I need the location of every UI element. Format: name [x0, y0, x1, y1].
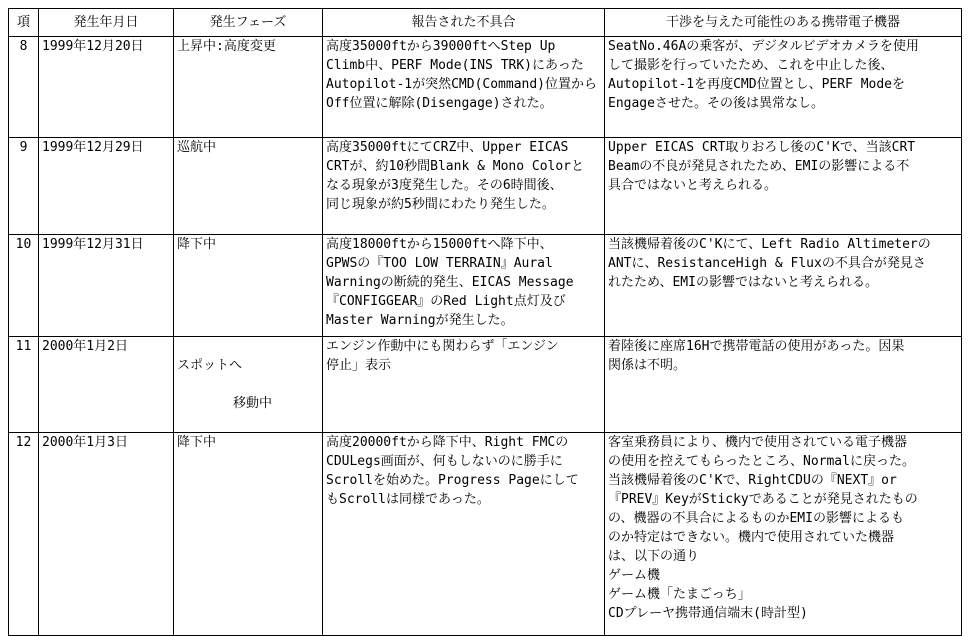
row-item: 10 [9, 235, 39, 337]
table-row [9, 37, 962, 138]
header-date: 発生年月日 [39, 9, 174, 37]
header-row [9, 9, 962, 37]
header-defect: 報告された不具合 [323, 9, 605, 37]
row-defect: 高度20000ftから降下中、Right FMCの CDULegs画面が、何もしないのに勝手に Scrollを始めた。Progress Pageにして もScrollは同様であった。 [323, 433, 605, 636]
row-phase: 降下中 [174, 235, 323, 337]
row-date: 2000年1月2日 [39, 337, 174, 433]
row-item: 11 [9, 337, 39, 433]
row-item: 12 [9, 433, 39, 636]
row-device: 客室乗務員により、機内で使用されている電子機器 の使用を控えてもらったところ、Normalに戻った。 当該機帰着後のC'Kで、RightCDUの『NEXT』or 『PREV』KeyがStickyであることが発見されたもの の、機器の不具合によるものかEMIの影響によるも のか特定はできない。機内で使用されていた機器 は、以下の通り ゲーム機 ゲーム機「たまごっち」 CDプレーヤ携帯通信端末(時計型) [605, 433, 962, 636]
row-defect: 高度18000ftから15000ftへ降下中、 GPWSの『TOO LOW TERRAIN』Aural Warningの断続的発生、EICAS Message 『CONFIGGEAR』のRed Light点灯及び Master Warningが発生した。 [323, 235, 605, 337]
row-phase: 巡航中 [174, 138, 323, 235]
table-row [9, 235, 962, 337]
row-device: 当該機帰着後のC'Kにて、Left Radio Altimeterの ANTに、ResistanceHigh & Fluxの不具合が発見さ れたため、EMIの影響ではないと考えられる。 [605, 235, 962, 337]
row-device: 着陸後に座席16Hで携帯電話の使用があった。因果 関係は不明。 [605, 337, 962, 433]
row-phase [174, 337, 323, 433]
header-phase: 発生フェーズ [174, 9, 323, 37]
row-phase: 上昇中:高度変更 [174, 37, 323, 138]
row-date: 1999年12月29日 [39, 138, 174, 235]
row-defect: 高度35000ftから39000ftへStep Up Climb中、PERF Mode(INS TRK)にあった Autopilot-1が突然CMD(Command)位置から Off位置に解除(Disengage)された。 [323, 37, 605, 138]
header-device: 干渉を与えた可能性のある携帯電子機器 [605, 9, 962, 37]
row-date: 1999年12月31日 [39, 235, 174, 337]
row-defect: エンジン作動中にも関わらず「エンジン 停止」表示 [323, 337, 605, 433]
row-date: 1999年12月20日 [39, 37, 174, 138]
row-date: 2000年1月3日 [39, 433, 174, 636]
table-row [9, 138, 962, 235]
row-phase: 降下中 [174, 433, 323, 636]
row-item: 9 [9, 138, 39, 235]
row-phase-line2: 移動中 [233, 396, 273, 411]
incident-table [8, 8, 962, 636]
table-row [9, 337, 962, 433]
row-device: Upper EICAS CRT取りおろし後のC'Kで、当該CRT Beamの不良が発見されたため、EMIの影響による不 具合ではないと考えられる。 [605, 138, 962, 235]
row-phase-line1: スポットへ [177, 358, 243, 373]
table-row [9, 433, 962, 636]
row-item: 8 [9, 37, 39, 138]
row-device: SeatNo.46Aの乗客が、デジタルビデオカメラを使用 して撮影を行っていたため、これを中止した後、 Autopilot-1を再度CMD位置とし、PERF Modeを Engageさせた。その後は異常なし。 [605, 37, 962, 138]
row-defect: 高度35000ftにてCRZ中、Upper EICAS CRTが、約10秒間Blank & Mono Colorと なる現象が3度発生した。その6時間後、 同じ現象が約5秒間にわたり発生した。 [323, 138, 605, 235]
header-item: 項 [9, 9, 39, 37]
